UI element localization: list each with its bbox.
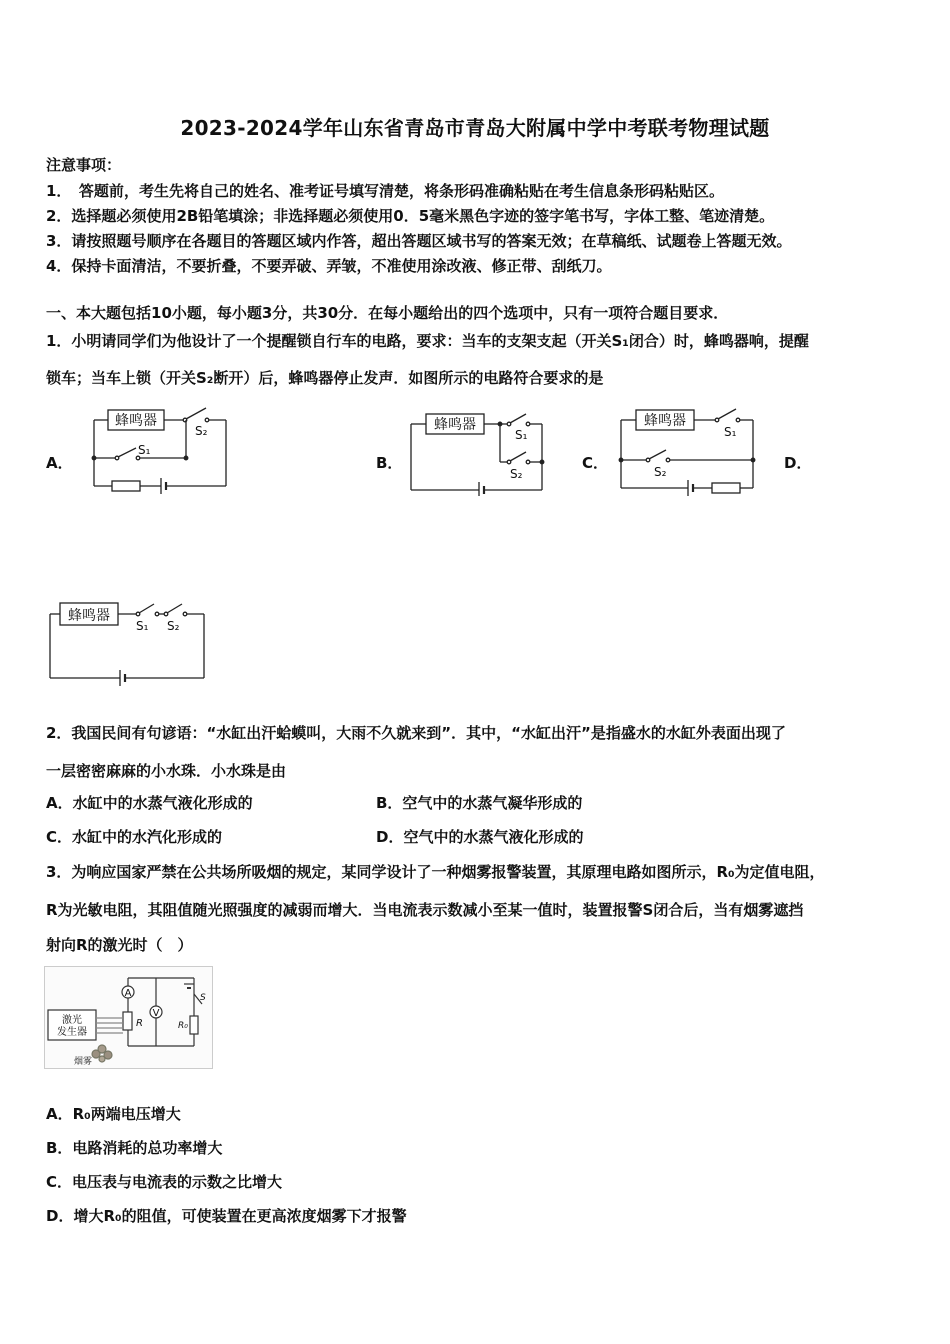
switch-s1-label: S₁ — [724, 425, 737, 439]
note-item: 2．选择题必须使用2B铅笔填涂；非选择题必须使用0．5毫米黑色字迹的签字笔书写，字体工整、笔迹清楚。 — [46, 207, 775, 225]
resistor-r0-label: R₀ — [178, 1021, 188, 1031]
question-3-stem: 射向R的激光时（ ） — [46, 936, 193, 954]
question-2-stem: 2．我国民间有句谚语：“水缸出汗蛤蟆叫，大雨不久就来到”．其中，“水缸出汗”是指盛水的水缸外表面出现了 — [46, 724, 786, 742]
q1-circuit-b — [406, 404, 548, 496]
question-2-stem: 一层密密麻麻的小水珠．小水珠是由 — [46, 762, 287, 780]
q3-option-b: B．电路消耗的总功率增大 — [46, 1139, 223, 1157]
note-item: 3．请按照题号顺序在各题目的答题区域内作答，超出答题区域书写的答案无效；在草稿纸、试题卷上答题无效。 — [46, 232, 792, 250]
voltmeter-label: V — [152, 1008, 160, 1019]
q1-circuit-d — [44, 596, 209, 690]
question-3-stem: 3．为响应国家严禁在公共场所吸烟的规定，某同学设计了一种烟雾报警装置，其原理电路如图所示，R₀为定值电阻， — [46, 863, 825, 881]
q1-circuit-a — [88, 402, 233, 494]
q2-option-b: B．空气中的水蒸气凝华形成的 — [376, 794, 583, 812]
question-1-stem: 锁车；当车上锁（开关S₂断开）后，蜂鸣器停止发声．如图所示的电路符合要求的是 — [46, 369, 604, 387]
buzzer-label: 蜂鸣器 — [68, 608, 110, 624]
buzzer-label: 蜂鸣器 — [115, 413, 157, 429]
q1-option-c-label: C． — [582, 454, 609, 472]
q1-option-d-label: D． — [784, 454, 812, 472]
switch-s1-label: S₁ — [136, 619, 149, 633]
section-heading: 一、本大题包括10小题，每小题3分，共30分．在每小题给出的四个选项中，只有一项符合题目要求． — [46, 304, 729, 322]
switch-s2-label: S₂ — [654, 465, 667, 479]
switch-s2-label: S₂ — [510, 467, 523, 481]
q3-option-d: D．增大R₀的阻值，可使装置在更高浓度烟雾下才报警 — [46, 1207, 407, 1225]
question-3-stem: R为光敏电阻，其阻值随光照强度的减弱而增大．当电流表示数减小至某一值时，装置报警S闭合后，当有烟雾遮挡 — [46, 901, 804, 919]
q2-option-c: C．水缸中的水汽化形成的 — [46, 828, 223, 846]
q2-option-d: D．空气中的水蒸气液化形成的 — [376, 828, 584, 846]
note-item: 4．保持卡面清洁，不要折叠，不要弄破、弄皱，不准使用涂改液、修正带、刮纸刀。 — [46, 257, 612, 275]
switch-s2-label: S₂ — [195, 424, 208, 438]
q3-smoke-alarm-circuit — [44, 966, 214, 1070]
note-item: 1． 答题前，考生先将自己的姓名、准考证号填写清楚，将条形码准确粘贴在考生信息条形码粘贴区。 — [46, 182, 724, 200]
page-title: 2023-2024学年山东省青岛市青岛大附属中学中考联考物理试题 — [180, 116, 770, 140]
smoke-label: 烟雾 — [74, 1057, 93, 1067]
switch-s1-label: S₁ — [515, 428, 528, 442]
q1-option-a-label: A． — [46, 454, 73, 472]
resistor-r-label: R — [136, 1018, 143, 1029]
laser-label: 激光 — [62, 1015, 82, 1026]
q2-option-a: A．水缸中的水蒸气液化形成的 — [46, 794, 253, 812]
switch-s1-label: S₁ — [138, 443, 151, 457]
buzzer-label: 蜂鸣器 — [434, 417, 476, 433]
laser-generator-label: 发生器 — [57, 1027, 87, 1038]
ammeter-label: A — [124, 988, 132, 999]
buzzer-label: 蜂鸣器 — [644, 413, 686, 429]
q3-option-a: A．R₀两端电压增大 — [46, 1105, 181, 1123]
switch-s-label: S — [200, 993, 206, 1003]
notes-heading: 注意事项： — [46, 156, 122, 174]
question-1-stem: 1．小明请同学们为他设计了一个提醒锁自行车的电路，要求：当车的支架支起（开关S₁闭合）时，蜂鸣器响，提醒 — [46, 332, 809, 350]
q3-option-c: C．电压表与电流表的示数之比增大 — [46, 1173, 283, 1191]
switch-s2-label: S₂ — [167, 619, 180, 633]
q1-option-b-label: B． — [376, 454, 403, 472]
q1-circuit-c — [616, 402, 761, 496]
